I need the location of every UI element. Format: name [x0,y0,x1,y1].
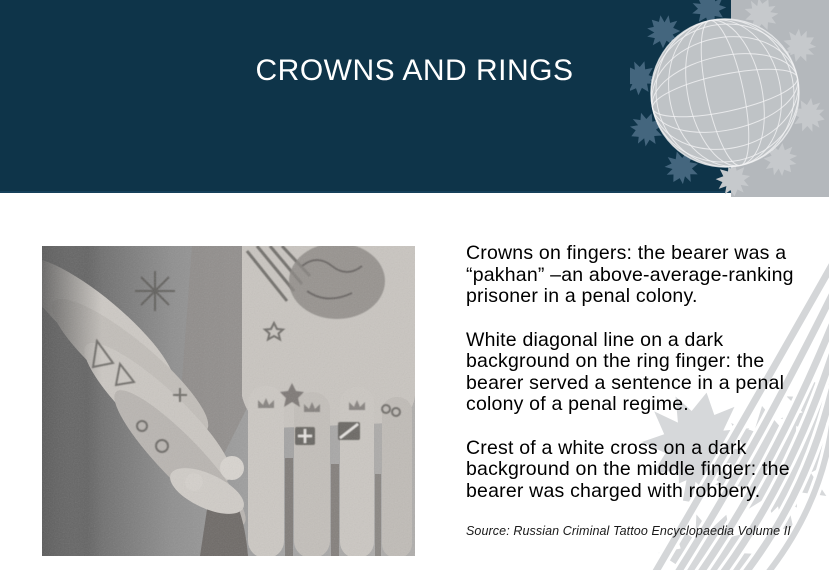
source-citation: Source: Russian Criminal Tattoo Encyclopaedia Volume II [466,524,791,538]
globe-graphic [630,0,829,199]
paragraph-cross-crest: Crest of a white cross on a dark background on the middle finger: the bearer was charged with robbery. [466,436,790,502]
body-text-column [466,243,818,539]
paragraph-diagonal-line: White diagonal line on a dark background on the ring finger: the bearer served a sentence in a penal colony of a penal regime. [466,328,785,415]
page-title: CROWNS AND RINGS [255,54,574,87]
tattooed-hands-photo [42,246,415,556]
paragraph-crowns: Crowns on fingers: the bearer was a “pakhan” –an above-average-ranking prisoner in a penal colony. [466,242,794,307]
header-banner [0,0,731,193]
globe-wireframe-icon [630,0,829,199]
